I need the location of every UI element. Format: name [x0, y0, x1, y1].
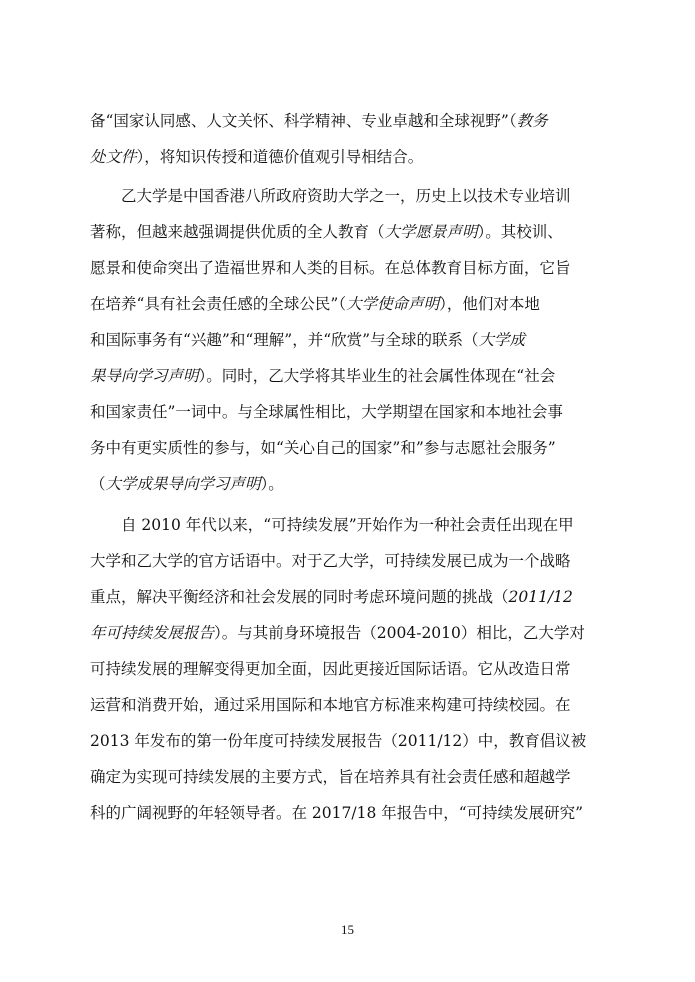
citation: 果导向学习声明	[90, 367, 199, 385]
text-line	[90, 286, 605, 322]
line-text: 乙大学是中国香港八所政府资助大学之一，历史上以技术专业培训	[121, 187, 571, 205]
line-text: 可持续发展的理解变得更加全面，因此更接近国际话语。它从改造日常	[90, 660, 571, 678]
line-text: 运营和消费开始，通过采用国际和本地官方标准来构建可持续校园。在	[90, 696, 571, 714]
line-text: 2013 年发布的第一份年度可持续发展报告（2011/12）中，教育倡议被	[90, 732, 587, 750]
line-text: 愿景和使命突出了造福世界和人类的目标。在总体教育目标方面，它旨	[90, 259, 571, 277]
line-text: （	[90, 475, 106, 493]
text-line	[90, 250, 605, 286]
page-number: 15	[341, 922, 354, 937]
line-text: 大学和乙大学的官方话语中。对于乙大学，可持续发展已成为一个战略	[90, 552, 571, 570]
line-text: 确定为实现可持续发展的主要方式，旨在培养具有社会责任感和超越学	[90, 768, 571, 786]
text-line	[90, 178, 605, 214]
line-text: 在培养“具有社会责任感的全球公民”（	[90, 295, 347, 313]
text-line	[90, 430, 605, 466]
line-text: ）。其校训、	[477, 223, 563, 241]
line-text: 科的广阔视野的年轻领导者。在 2017/18 年报告中，“可持续发展研究”	[90, 804, 584, 822]
line-text: 重点，解决平衡经济和社会发展的同时考虑环境问题的挑战（	[90, 588, 509, 606]
text-line	[90, 507, 605, 543]
citation: 处文件	[90, 148, 137, 166]
text-line	[90, 358, 605, 394]
document-page	[90, 0, 605, 982]
citation: 2011/12	[508, 588, 573, 606]
line-text: 自 2010 年代以来，“可持续发展”开始作为一种社会责任出现在甲	[121, 516, 574, 534]
text-line	[90, 687, 605, 723]
text-line	[90, 615, 605, 651]
text-line	[90, 322, 605, 358]
text-line	[90, 579, 605, 615]
citation: 大学成	[478, 331, 526, 349]
text-line	[90, 394, 605, 430]
line-text: ），将知识传授和道德价值观引导相结合。	[136, 148, 424, 166]
line-text: ）。与其前身环境报告（2004-2010）相比，乙大学对	[214, 624, 585, 642]
text-line	[90, 214, 605, 250]
citation: 年可持续发展报告	[90, 624, 215, 642]
line-text: 和国家责任”一词中。与全球属性相比，大学期望在国家和本地社会事	[90, 403, 563, 421]
line-text: ）。同时，乙大学将其毕业生的社会属性体现在“社会	[198, 367, 556, 385]
line-text: 著称，但越来越强调提供优质的全人教育（	[90, 223, 385, 241]
line-text: 和国际事务有“兴趣”和“理解”，并“欣赏”与全球的联系（	[90, 331, 479, 349]
text-line	[90, 651, 605, 687]
text-line	[90, 139, 605, 175]
text-line	[90, 103, 605, 139]
text-line	[90, 795, 605, 831]
citation: 大学使命声明	[346, 295, 440, 313]
line-text: 备“国家认同感、人文关怀、科学精神、专业卓越和全球视野”（	[90, 112, 517, 130]
citation: 教务	[516, 112, 548, 130]
text-line	[90, 723, 605, 759]
line-text: ）。	[260, 475, 284, 493]
citation: 大学成果导向学习声明	[105, 475, 261, 493]
citation: 大学愿景声明	[384, 223, 478, 241]
text-line	[90, 466, 605, 502]
text-line	[90, 543, 605, 579]
text-line	[90, 759, 605, 795]
line-text: ），他们对本地	[439, 295, 540, 313]
line-text: 务中有更实质性的参与，如“关心自己的国家”和”参与志愿社会服务”	[90, 439, 556, 457]
